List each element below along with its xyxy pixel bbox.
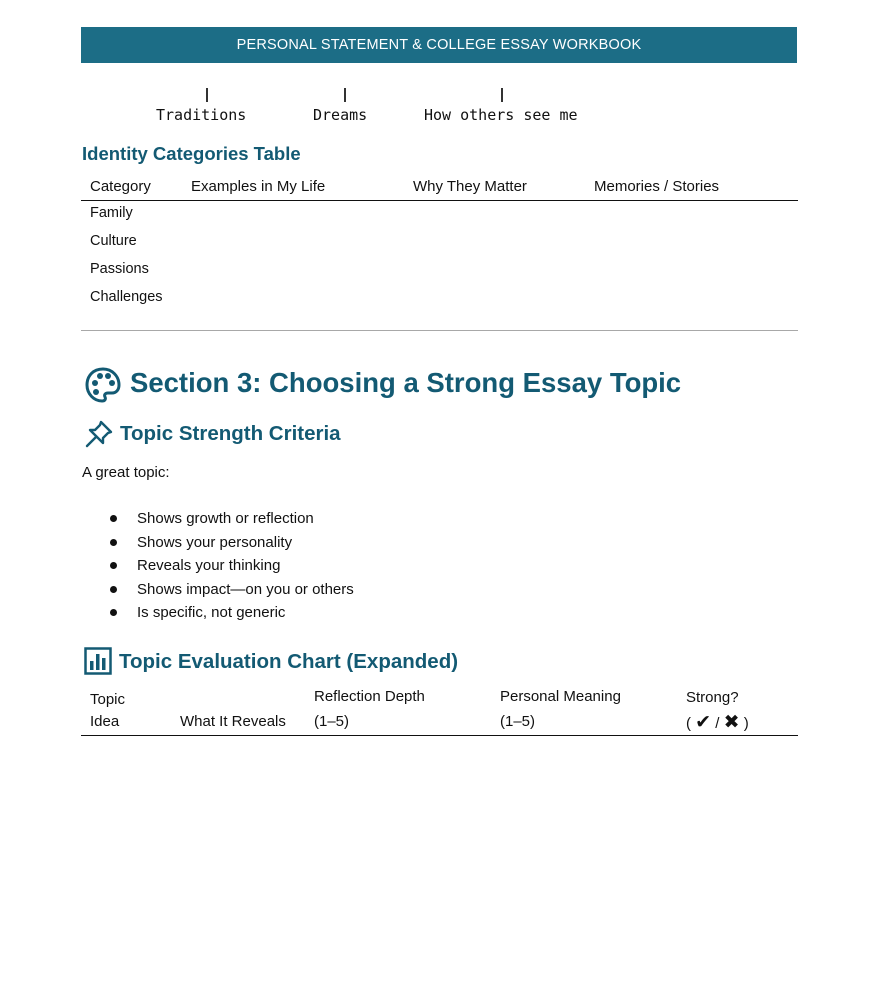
diagram-label-dreams: Dreams xyxy=(313,106,368,124)
check-mark-icon: ✔ xyxy=(695,712,712,733)
list-item: Reveals your thinking xyxy=(108,556,354,580)
column-header-strong: Strong? xyxy=(686,689,739,706)
pushpin-icon xyxy=(84,419,114,449)
column-header-idea: Idea xyxy=(90,713,120,730)
workbook-title: PERSONAL STATEMENT & COLLEGE ESSAY WORKBOOK xyxy=(236,37,642,53)
section-3-title: Section 3: Choosing a Strong Essay Topic xyxy=(130,367,682,398)
column-header-examples: Examples in My Life xyxy=(191,178,326,195)
list-item: Shows impact—on you or others xyxy=(108,580,354,604)
column-header-reflection-depth: Reflection Depth xyxy=(314,688,425,705)
column-header-category: Category xyxy=(90,178,151,195)
workbook-header-banner xyxy=(81,27,797,63)
connector-line xyxy=(206,88,208,102)
palette-icon xyxy=(84,366,122,404)
diagram-label-how-others-see-me: How others see me xyxy=(424,106,578,124)
criteria-list xyxy=(108,509,354,627)
section-divider xyxy=(81,330,798,331)
column-header-reflection-scale: (1–5) xyxy=(314,713,350,730)
evaluation-chart-title: Topic Evaluation Chart (Expanded) xyxy=(119,650,459,673)
criteria-title: Topic Strength Criteria xyxy=(120,422,341,445)
column-header-topic: Topic xyxy=(90,691,126,708)
criteria-intro: A great topic: xyxy=(82,464,170,481)
table-row-culture: Culture xyxy=(90,233,137,249)
column-header-memories: Memories / Stories xyxy=(594,178,720,195)
column-header-personal-meaning: Personal Meaning xyxy=(500,688,621,705)
cross-mark-icon: ✖ xyxy=(723,712,740,733)
list-item: Is specific, not generic xyxy=(108,603,354,627)
column-header-why-they-matter: Why They Matter xyxy=(413,178,527,195)
list-item: Shows growth or reflection xyxy=(108,509,354,533)
connector-line xyxy=(501,88,503,102)
table-row-family: Family xyxy=(90,205,133,221)
column-header-what-it-reveals: What It Reveals xyxy=(180,713,286,730)
connector-line xyxy=(344,88,346,102)
column-header-strong-options xyxy=(686,711,749,734)
evaluation-header-rule xyxy=(81,735,798,736)
bar-chart-icon xyxy=(84,647,112,675)
diagram-label-traditions: Traditions xyxy=(156,106,247,124)
slash: / xyxy=(715,715,720,732)
open-paren: ( xyxy=(686,715,691,732)
close-paren: ) xyxy=(743,715,749,732)
table-row-passions: Passions xyxy=(90,261,149,277)
column-header-meaning-scale: (1–5) xyxy=(500,713,536,730)
list-item: Shows your personality xyxy=(108,533,354,557)
identity-table-title: Identity Categories Table xyxy=(82,143,301,164)
table-header-rule xyxy=(81,200,798,201)
table-row-challenges: Challenges xyxy=(90,289,163,305)
